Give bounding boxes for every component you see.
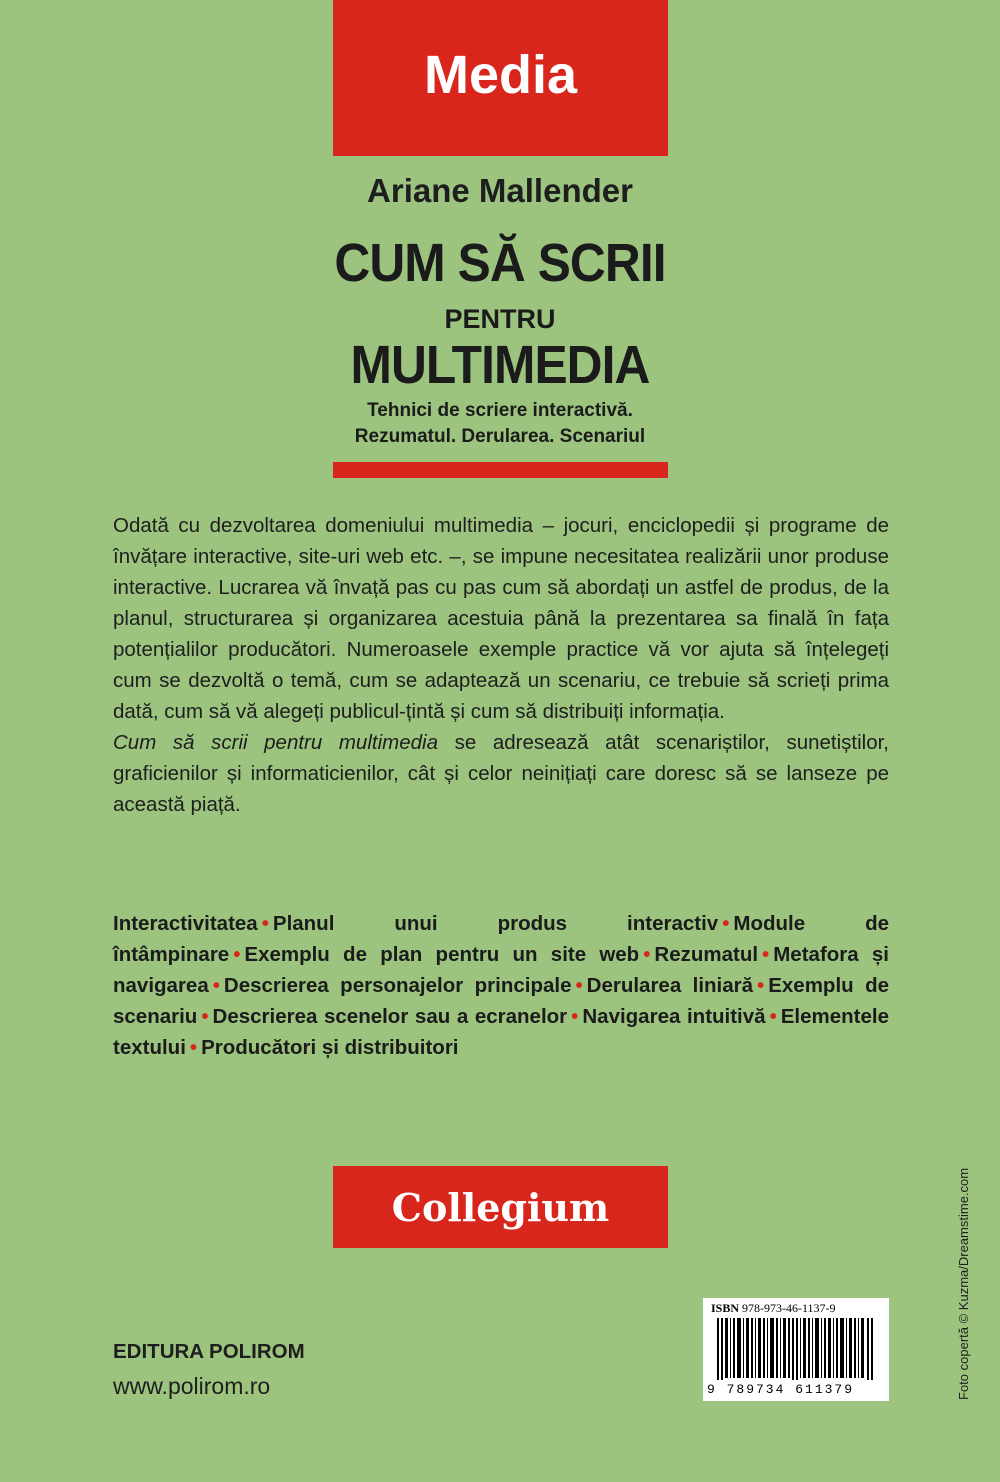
description-paragraph-2-text: se adresează atât scenariștilor, sunetiștilor, graficienilor și informaticienilor, cât și celor neinițiați care doresc să se lanseze pe această piață.	[113, 731, 889, 816]
subtitle-line2: Rezumatul. Derularea. Scenariul	[354, 426, 646, 447]
isbn-number: 978-973-46-1137-9	[742, 1301, 836, 1315]
topic-item: Producători și distribuitori	[201, 1036, 459, 1059]
photo-credit: Foto copertă © Kuzma/Dreamstime.com	[956, 1167, 971, 1400]
bullet-icon: •	[189, 1036, 198, 1059]
topic-item: Rezumatul	[654, 943, 759, 966]
bullet-icon: •	[643, 943, 651, 966]
isbn-label: ISBN	[711, 1301, 740, 1315]
subtitle-line1: Tehnici de scriere interactivă.	[367, 400, 633, 421]
bullet-icon: •	[261, 912, 269, 935]
barcode-icon	[717, 1318, 875, 1380]
isbn-barcode-panel	[703, 1298, 889, 1401]
book-description	[113, 510, 889, 820]
topic-item: Interactivitatea	[113, 912, 258, 935]
topic-item: Module de întâmpinare	[113, 912, 890, 966]
topic-item: Metafora și navigarea	[113, 943, 889, 997]
topics-list	[113, 908, 889, 1063]
description-title-italic: Cum să scrii pentru multimedia	[113, 731, 438, 754]
collection-banner	[333, 1166, 668, 1248]
book-subtitle	[0, 398, 1000, 450]
bullet-icon: •	[769, 1005, 777, 1028]
description-paragraph-2	[113, 727, 889, 820]
bullet-icon: •	[575, 974, 583, 997]
series-banner	[333, 0, 668, 156]
topic-item: Exemplu de plan pentru un site web	[244, 943, 640, 966]
topic-item: Navigarea intuitivă	[582, 1005, 766, 1028]
topic-item: Exemplu de scenariu	[113, 974, 889, 1028]
series-label: Media	[423, 45, 578, 105]
bullet-icon: •	[571, 1005, 579, 1028]
bullet-icon: •	[757, 974, 765, 997]
barcode-digits: 9 789734 611379	[707, 1382, 855, 1397]
bullet-icon: •	[212, 974, 220, 997]
publisher-website: www.polirom.ro	[113, 1373, 271, 1399]
topic-item: Elementele textului	[113, 1005, 889, 1059]
isbn-text	[711, 1301, 836, 1316]
author-name: Ariane Mallender	[367, 172, 633, 209]
topic-item: Descrierea personajelor principale	[223, 974, 572, 997]
collection-logo: Collegium	[391, 1184, 610, 1230]
book-title-line2: MULTIMEDIA	[350, 335, 650, 395]
bullet-icon: •	[201, 1005, 209, 1028]
topic-item: Planul unui produs interactiv	[272, 912, 719, 935]
book-title-connector: PENTRU	[444, 304, 556, 334]
publisher-name: EDITURA POLIROM	[113, 1340, 305, 1363]
divider-bar	[333, 462, 668, 478]
topic-item: Derularea liniară	[586, 974, 754, 997]
description-paragraph-1: Odată cu dezvoltarea domeniului multimedia – jocuri, enciclopedii și programe de învățare interactive, site-uri web etc. –, se impune necesitatea realizării unor produse interactive. Lucrarea vă învață pas cu pas cum să abordați un astfel de produs, de la planul, structurarea și organizarea acestuia până la prezentarea sa finală în fața potențialilor producători. Numeroasele exemple practice vă vor ajuta să înțelegeți cum se dezvoltă o temă, cum se adaptează un scenariu, ce trebuie să scrieți prima dată, cum să vă alegeți publicul-țintă și cum să distribuiți informația.	[113, 514, 889, 723]
book-title-line1: CUM SĂ SCRII	[334, 233, 666, 293]
topic-item: Descrierea scenelor sau a ecranelor	[212, 1005, 568, 1028]
bullet-icon: •	[762, 943, 770, 966]
bullet-icon: •	[722, 912, 730, 935]
bullet-icon: •	[233, 943, 241, 966]
